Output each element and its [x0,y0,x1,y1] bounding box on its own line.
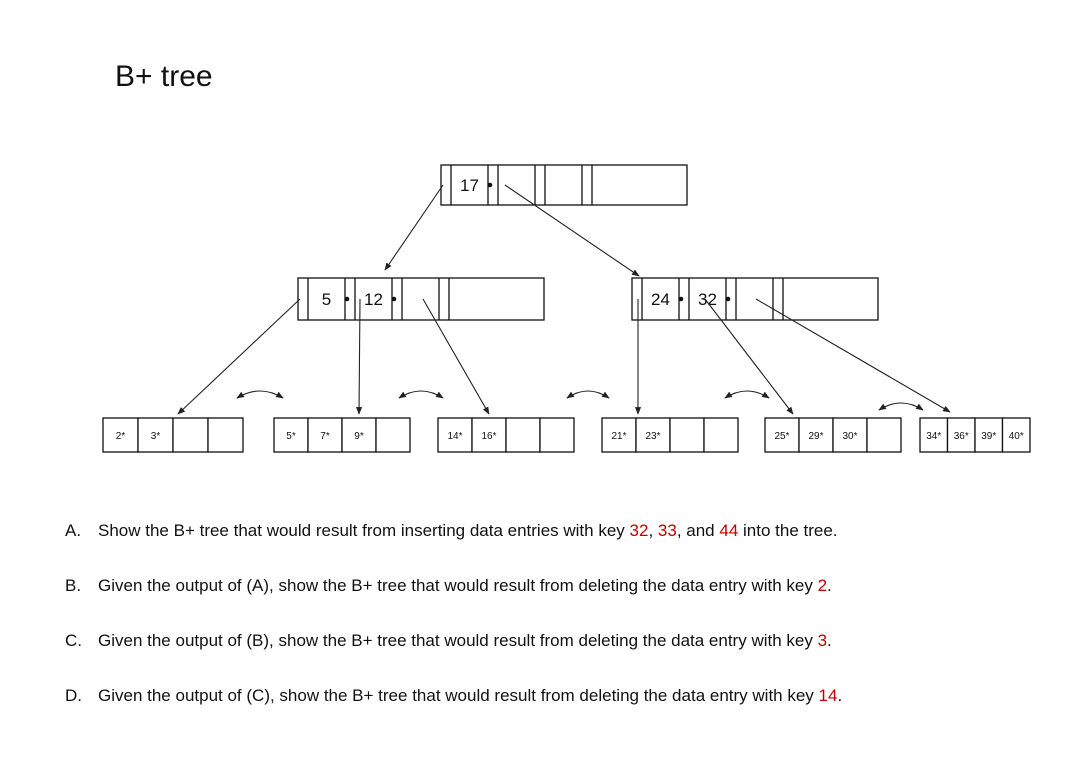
sibling-link-5 [879,403,923,410]
leaf-node-3 [438,418,574,452]
leaf-node-1 [103,418,243,452]
leaf-node-6 [920,418,1030,452]
leaf-node-2-cell [376,418,410,452]
leaf-node-3-entry: 16* [481,431,497,442]
leaf-node-2-entry: 9* [354,431,364,442]
question-d: D. Given the output of (C), show the B+ tree that would result from deleting the data entry with key 14. [65,686,843,705]
leaf-node-1-entry: 2* [115,431,126,442]
leaf-node-5-entry: 30* [842,431,858,442]
leaf-node-1-cell [173,418,208,452]
leaf-node-2-entry: 7* [320,431,330,442]
leaf-node-1-entry: 3* [150,431,161,442]
internal-node-right-key: 24 [651,290,670,309]
internal-node-left-border [298,278,544,320]
leaf-node-4 [602,418,738,452]
root-link-left [385,185,443,270]
sibling-link-4 [725,391,769,398]
leaf-node-6-entry: 36* [953,431,969,442]
leaf-node-6-entry: 34* [926,431,942,442]
question-c: C. Given the output of (B), show the B+ tree that would result from deleting the data entry with key 3. [65,631,832,650]
internal-node-right-key: 32 [698,290,717,309]
leaf-node-4-entry: 21* [611,431,627,442]
internal-node-right [632,278,878,320]
leaf-node-2-entry: 5* [286,431,296,442]
sibling-link-2 [399,391,443,398]
leaf-node-6-entry: 40* [1008,431,1024,442]
leaf-node-4-cell [704,418,738,452]
leaf-node-4-entry: 23* [645,431,661,442]
leaf-node-5-entry: 25* [774,431,790,442]
page-title: B+ tree [115,60,213,93]
internal-node-left-key: 12 [364,290,383,309]
internal-node-left [298,278,544,320]
leaf-node-3-cell [540,418,574,452]
root-node [441,165,687,205]
leaf-node-2 [274,418,410,452]
leaf-node-5 [765,418,901,452]
sibling-link-3 [567,391,609,398]
leaf-node-3-entry: 14* [447,431,463,442]
leaf-node-1-cell [208,418,243,452]
leaf-node-5-entry: 29* [808,431,824,442]
question-b: B. Given the output of (A), show the B+ tree that would result from deleting the data entry with key 2. [65,576,832,595]
root-node-key: 17 [460,176,479,195]
internal-node-left-key: 5 [321,290,332,309]
leaf-node-5-cell [867,418,901,452]
question-a: A. Show the B+ tree that would result from inserting data entries with key 32, 33, and 44 into the tree. [65,521,838,540]
leaf-node-4-cell [670,418,704,452]
leaf-node-6-entry: 39* [981,431,997,442]
leaf-node-3-cell [506,418,540,452]
sibling-link-1 [237,391,283,398]
